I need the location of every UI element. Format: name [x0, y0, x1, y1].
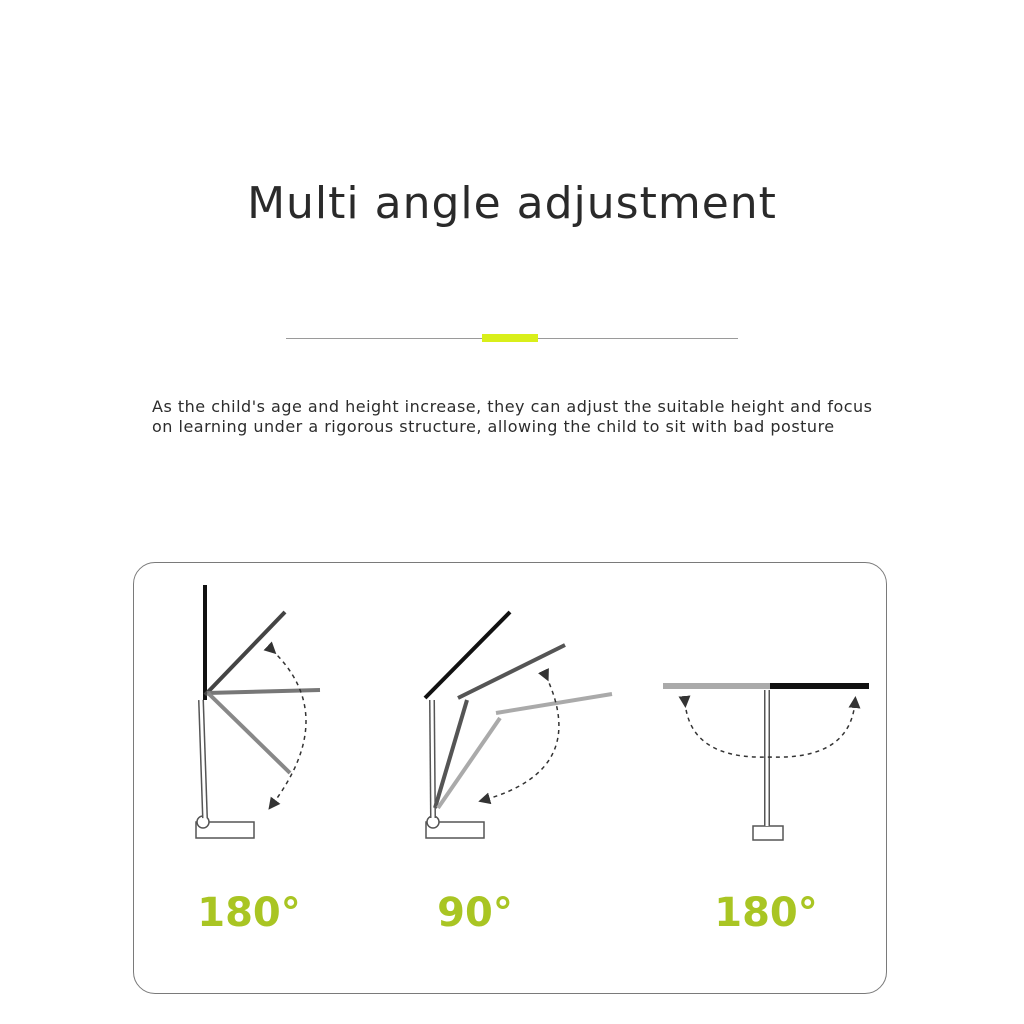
lamp-1-figure [196, 585, 320, 838]
angle-label-1: 180° [197, 890, 301, 936]
description-text: As the child's age and height increase, they can adjust the suitable height and focus on learning under a rigorous structure, allowing the child to sit with bad posture [152, 397, 873, 436]
lamp-2-head-2 [458, 645, 565, 698]
lamp-3-base [753, 826, 783, 840]
lamp-1-head-down [208, 693, 290, 773]
angle-label-2: 90° [437, 890, 513, 936]
lamp-1-arc-arrow [272, 650, 306, 805]
lamp-1-head-diagonal [205, 612, 285, 695]
lamp-1-head-horizontal [207, 690, 320, 693]
angle-label-3: 180° [714, 890, 818, 936]
lamp-2-figure [425, 612, 612, 838]
page-title: Multi angle adjustment [247, 178, 777, 229]
lamp-3-figure [663, 686, 869, 840]
lamp-2-head-3 [496, 694, 612, 713]
lamp-2-arc-arrow [484, 676, 559, 800]
lamp-2-head-1 [425, 612, 510, 698]
